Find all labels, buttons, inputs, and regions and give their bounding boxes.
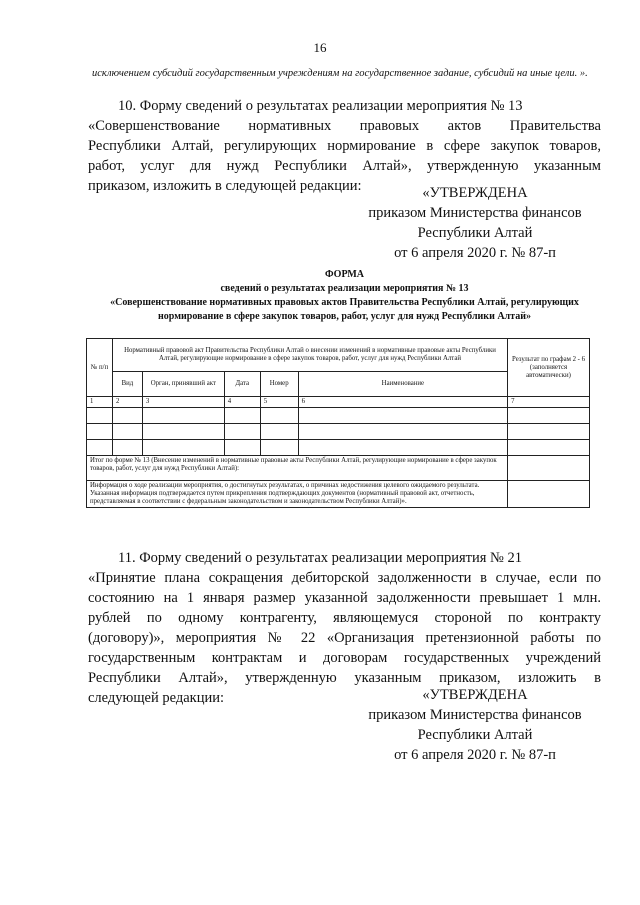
column-number-row [87, 397, 590, 408]
approval-date: от 6 апреля 2020 г. № 87-п [394, 747, 556, 763]
total-row [87, 456, 590, 481]
form-title: ФОРМА [324, 269, 365, 280]
total-row-label: Итог по форме № 13 (Внесение изменений в нормативные правовые акты Республики Алтай, регулирующие нормирование в сфере закупок товаров, работ, услуг для нужд Республики Алтай): [87, 456, 508, 481]
col-number: 7 [508, 397, 590, 408]
info-row [87, 481, 590, 508]
result-header: Результат по графам 2 - 6 (заполняется автоматически) [508, 339, 590, 397]
p10-line: работ, услуг для нужд Республики Алтай», утвержденную указанным [88, 158, 601, 174]
col-num-header: № п/п [87, 339, 113, 397]
paragraph-10 [88, 96, 601, 196]
col-number: 2 [112, 397, 142, 408]
sub-header-title: Наименование [298, 372, 507, 397]
p11-line: состоянию на 1 января размер указанной задолженности превышает 1 млн. [88, 590, 601, 606]
p10-line: Республики Алтай, регулирующих нормирование в сфере закупок товаров, [88, 138, 601, 154]
p10-line: 10. Форму сведений о результатах реализации мероприятия № 13 [118, 98, 523, 114]
col-number: 1 [87, 397, 113, 408]
p10-line: приказом, изложить в следующей редакции: [88, 178, 362, 194]
info-line-2: Указанная информация подтверждается путем прикрепления подтверждающих документов (нормативный правовой акт, отчетность, представляемая в соответствии с федеральным законодательством и законодательством Республики Алтай)». [90, 490, 475, 505]
approval-region: Республики Алтай [417, 727, 533, 743]
approval-issuer: приказом Министерства финансов [368, 707, 582, 723]
sub-header-date: Дата [224, 372, 260, 397]
approval-heading: «УТВЕРЖДЕНА [422, 185, 528, 201]
p11-line: государственным контрактам и договорам государственных учреждений [88, 650, 601, 666]
group-header: Нормативный правовой акт Правительства Республики Алтай о внесении изменений в нормативные правовые акты Республики Алтай, регулирующие нормирование в сфере закупок товаров, работ, услуг для нужд Республики Алтай [112, 339, 507, 372]
table-header-row [87, 339, 590, 372]
table-row [87, 440, 590, 456]
col-number: 4 [224, 397, 260, 408]
form-subtitle: сведений о результатах реализации мероприятия № 13 [220, 283, 469, 294]
intro-fragment: исключением субсидий государственным учреждениям на государственное задание, субсидий на иные цели. ». [92, 68, 588, 79]
sub-header-number: Номер [260, 372, 298, 397]
sub-header-body: Орган, принявший акт [142, 372, 224, 397]
approval-block-1 [340, 183, 610, 263]
p11-line: (договору)», мероприятия № 22 «Организация претензионной работы по [88, 630, 601, 646]
p11-line: 11. Форму сведений о результатах реализации мероприятия № 21 [118, 550, 523, 566]
approval-issuer: приказом Министерства финансов [368, 205, 582, 221]
approval-region: Республики Алтай [417, 225, 533, 241]
approval-heading: «УТВЕРЖДЕНА [422, 687, 528, 703]
approval-block-2 [340, 685, 610, 765]
col-number: 5 [260, 397, 298, 408]
p10-line: «Совершенствование нормативных правовых актов Правительства [88, 118, 601, 134]
table-row [87, 408, 590, 424]
page-number: 16 [313, 40, 327, 55]
info-row-text [87, 481, 508, 508]
form-name: «Совершенствование нормативных правовых актов Правительства Республики Алтай, регулирующих нормирование в сфере закупок товаров, работ, услуг для нужд Республики Алтай» [110, 297, 579, 322]
form-heading [88, 268, 601, 324]
results-form-table [86, 338, 590, 508]
col-number: 3 [142, 397, 224, 408]
paragraph-11 [88, 548, 601, 708]
col-number: 6 [298, 397, 507, 408]
p11-line: «Принятие плана сокращения дебиторской задолженности в случае, если по [88, 570, 601, 586]
p11-line: следующей редакции: [88, 690, 225, 706]
approval-date: от 6 апреля 2020 г. № 87-п [394, 245, 556, 261]
info-line-1: Информация о ходе реализации мероприятия, о достигнутых результатах, о причинах недостижения целевого ожидаемого результата. [90, 482, 480, 489]
table-row [87, 424, 590, 440]
p11-line: Республики Алтай», утвержденную указанным приказом, изложить в [88, 670, 601, 686]
p11-line: рублей по одному контрагенту, являющемуся стороной по контракту [88, 610, 601, 626]
sub-header-type: Вид [112, 372, 142, 397]
